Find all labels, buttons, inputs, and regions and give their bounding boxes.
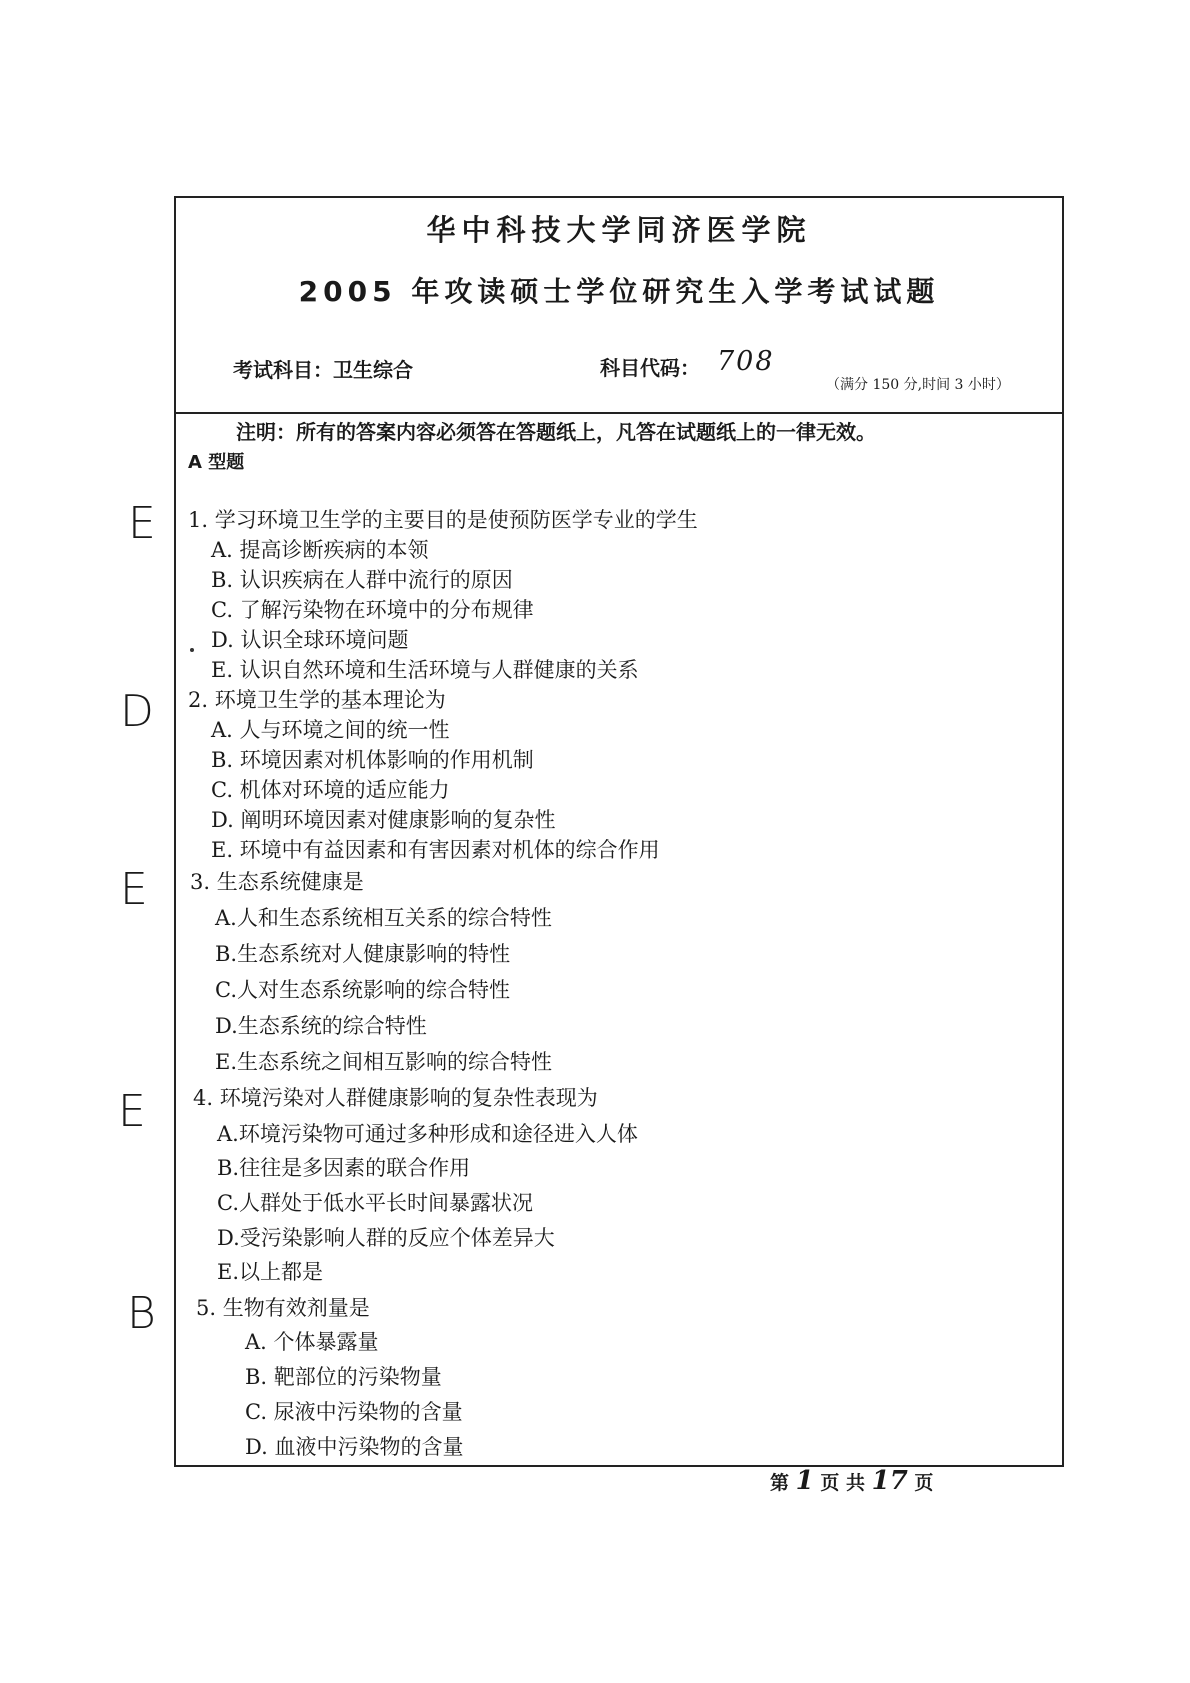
handwritten-answer: E — [128, 498, 156, 549]
handwritten-answer: E — [120, 864, 148, 915]
subject-label: 考试科目： — [233, 358, 333, 382]
stray-mark — [190, 648, 194, 652]
option: C. 机体对环境的适应能力 — [211, 778, 450, 802]
option: A. 人与环境之间的统一性 — [211, 718, 450, 742]
option: D. 认识全球环境问题 — [211, 628, 409, 652]
option: A. 个体暴露量 — [245, 1330, 379, 1354]
option: E.以上都是 — [217, 1260, 324, 1284]
option: A.人和生态系统相互关系的综合特性 — [215, 906, 552, 930]
handwritten-answer: B — [127, 1288, 156, 1339]
option: E. 环境中有益因素和有害因素对机体的综合作用 — [211, 838, 660, 862]
footer-middle: 页 共 — [820, 1472, 865, 1494]
option: E.生态系统之间相互影响的综合特性 — [215, 1050, 553, 1074]
code-label: 科目代码： — [600, 356, 700, 380]
notice: 注明：所有的答案内容必须答在答题纸上，凡答在试题纸上的一律无效。 — [236, 420, 876, 444]
question-stem: 4. 环境污染对人群健康影响的复杂性表现为 — [193, 1086, 598, 1110]
option: E. 认识自然环境和生活环境与人群健康的关系 — [211, 658, 639, 682]
option: B.往往是多因素的联合作用 — [217, 1156, 471, 1180]
handwritten-answer: E — [118, 1086, 146, 1137]
question-stem: 3. 生态系统健康是 — [190, 870, 364, 894]
option: C. 了解污染物在环境中的分布规律 — [211, 598, 534, 622]
code-value: 708 — [717, 346, 775, 377]
page-total: 17 — [871, 1466, 908, 1496]
option: C.人群处于低水平长时间暴露状况 — [217, 1191, 533, 1215]
university-title: 华中科技大学同济医学院 — [426, 213, 812, 247]
exam-title: 2005 年攻读硕士学位研究生入学考试试题 — [298, 275, 940, 308]
page-number: 1 — [795, 1466, 814, 1496]
question-stem: 1. 学习环境卫生学的主要目的是使预防医学专业的学生 — [188, 508, 698, 532]
option: B. 靶部位的污染物量 — [245, 1365, 442, 1389]
question-stem: 2. 环境卫生学的基本理论为 — [188, 688, 446, 712]
option: D.生态系统的综合特性 — [215, 1014, 427, 1038]
question-stem: 5. 生物有效剂量是 — [196, 1296, 370, 1320]
option: C. 尿液中污染物的含量 — [245, 1400, 463, 1424]
subject-line — [233, 354, 413, 383]
option: A. 提高诊断疾病的本领 — [211, 538, 429, 562]
section-title: A 型题 — [188, 452, 245, 473]
handwritten-answer: D — [120, 686, 154, 737]
subject-value: 卫生综合 — [333, 358, 413, 382]
option: D.受污染影响人群的反应个体差异大 — [217, 1226, 555, 1250]
option: A.环境污染物可通过多种形成和途径进入人体 — [217, 1122, 638, 1146]
option: B. 环境因素对机体影响的作用机制 — [211, 748, 534, 772]
option: D. 血液中污染物的含量 — [245, 1435, 464, 1459]
header-divider — [176, 412, 1063, 414]
option: B.生态系统对人健康影响的特性 — [215, 942, 511, 966]
option: D. 阐明环境因素对健康影响的复杂性 — [211, 808, 556, 832]
footer-prefix: 第 — [770, 1472, 790, 1494]
option: C.人对生态系统影响的综合特性 — [215, 978, 510, 1002]
page-footer — [770, 1466, 933, 1496]
footer-suffix: 页 — [914, 1472, 934, 1494]
score-note: （满分 150 分,时间 3 小时） — [826, 377, 1010, 393]
option: B. 认识疾病在人群中流行的原因 — [211, 568, 513, 592]
